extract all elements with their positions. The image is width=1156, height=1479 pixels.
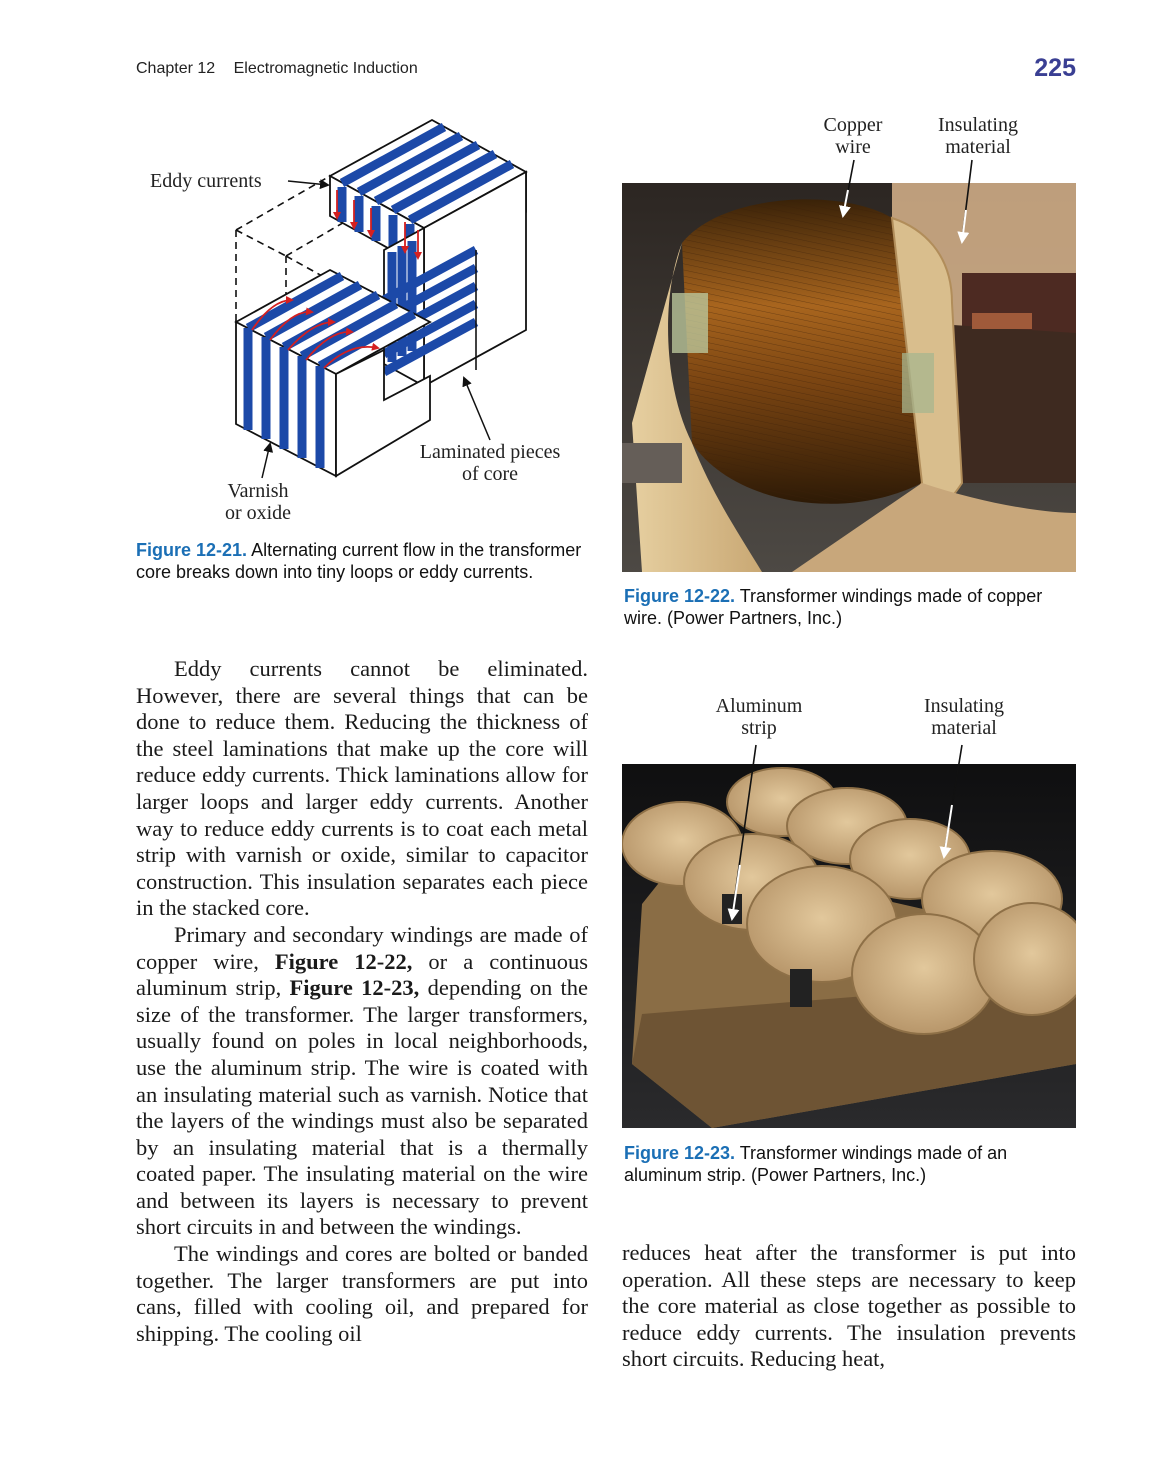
- paragraph-cooling-oil: reduces heat after the transformer is put into operation. All these steps are necessary to keep the core material as close together as possible to reduce eddy currents. The insulation prevents short circuits. Reducing heat,: [622, 1240, 1076, 1372]
- body-column-left: [136, 656, 588, 1347]
- page-number: 225: [1034, 54, 1076, 82]
- paragraph-eddy-currents: Eddy currents cannot be eliminated. However, there are several things that can be done to reduce them. Reducing the thickness of the steel laminations that make up the core will reduce eddy currents. Thick laminations allow for larger loops and larger eddy currents. Another way to reduce eddy currents is to coat each metal strip with varnish or oxide, similar to capacitor construction. This insulation separates each piece in the stacked core.: [136, 656, 588, 921]
- caption-figure-12-21: [136, 539, 586, 583]
- caption-text: Alternating current flow in the transformer core breaks down into tiny loops or eddy currents.: [136, 540, 582, 582]
- running-head: [136, 60, 418, 78]
- fig23-leader-arrows: [622, 735, 1076, 935]
- figure-label: Figure 12-21.: [136, 540, 248, 560]
- label-laminated-pieces: Laminated pieces of core: [419, 441, 561, 485]
- body-column-right: [622, 1240, 1076, 1373]
- fig22-leader-arrows: [622, 150, 1076, 250]
- label-insulating-material-22: Insulating material: [938, 114, 1018, 158]
- caption-figure-12-23: [624, 1142, 1074, 1186]
- figure-label: Figure 12-22.: [624, 586, 736, 606]
- caption-text: Transformer windings made of an aluminum strip. (Power Partners, Inc.): [624, 1143, 1008, 1185]
- label-insulating-material-23: Insulating material: [924, 695, 1004, 739]
- caption-text: Transformer windings made of copper wire. (Power Partners, Inc.): [624, 586, 1043, 628]
- label-varnish-oxide: Varnish or oxide: [224, 480, 292, 524]
- chapter-number: Chapter 12: [136, 60, 216, 77]
- label-copper-wire: Copper wire: [823, 114, 883, 158]
- label-eddy-currents: Eddy currents: [150, 170, 262, 192]
- label-aluminum-strip: Aluminum strip: [715, 695, 803, 739]
- chapter-title: Electromagnetic Induction: [233, 60, 418, 77]
- figure-label: Figure 12-23.: [624, 1143, 736, 1163]
- paragraph-windings: Primary and secondary windings are made of copper wire, Figure 12-22, or a continuous aluminum strip, Figure 12-23, depending on the size of the transformer. The larger transformers, usually found on poles in local neighborhoods, use the aluminum strip. The wire is coated with an insulating material such as varnish. Notice that the layers of the windings must also be separated by an insulating material that is a thermally coated paper. The insulating material on the wire and between its layers is necessary to prevent short circuits in and between the windings.: [136, 921, 589, 1240]
- figure-ref: Figure 12-22,: [274, 948, 413, 974]
- caption-figure-12-22: [624, 585, 1064, 629]
- figure-ref: Figure 12-23,: [289, 975, 420, 1001]
- paragraph-bolted: The windings and cores are bolted or banded together. The larger transformers are put into cans, filled with cooling oil, and prepared for shipping. The cooling oil: [136, 1241, 588, 1346]
